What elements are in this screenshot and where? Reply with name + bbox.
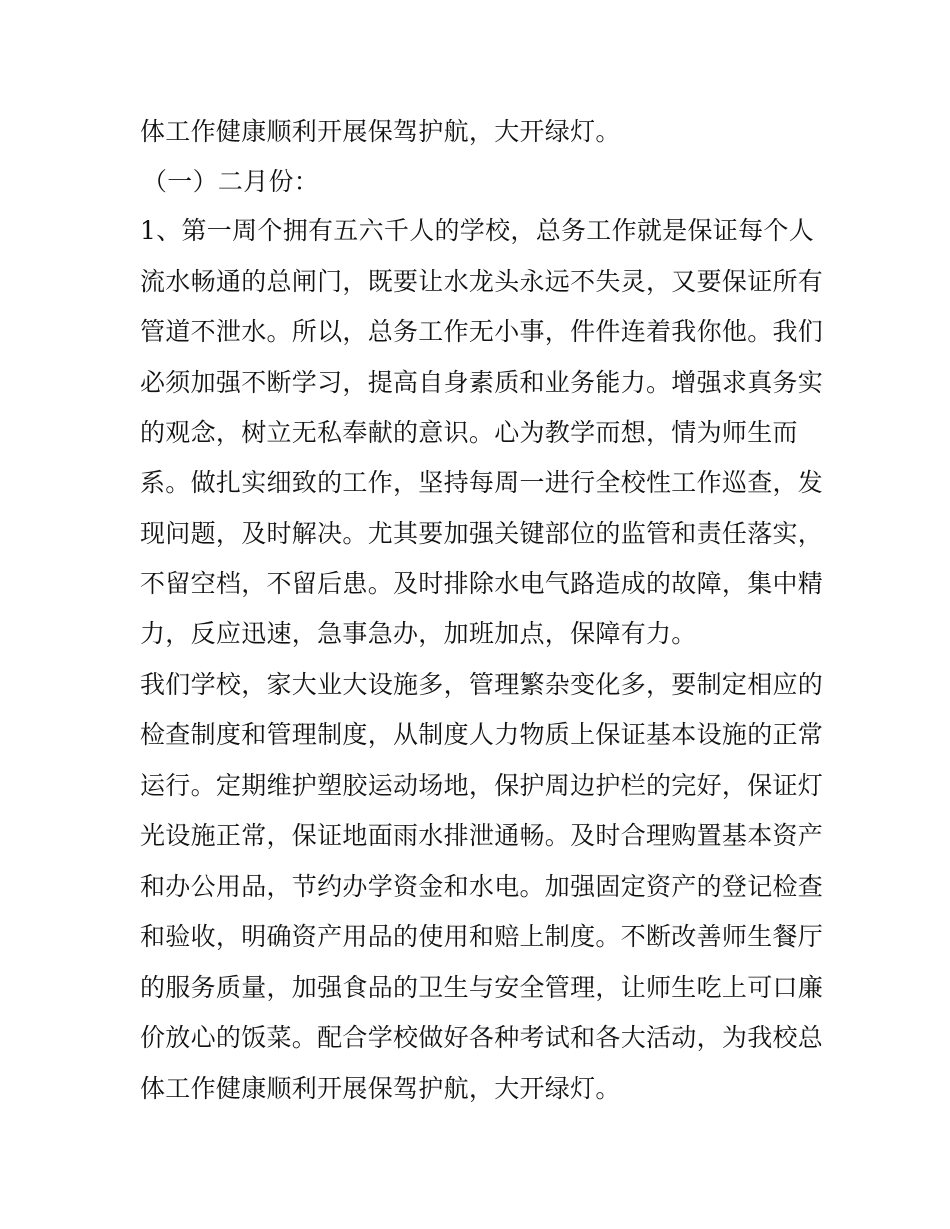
text-line: 检查制度和管理制度，从制度人力物质上保证基本设施的正常 [140,720,824,749]
text-line: 运行。定期维护塑胶运动场地，保护周边护栏的完好，保证灯 [140,771,824,800]
text-line: 1、第一周个拥有五六千人的学校，总务工作就是保证每个人 [140,216,815,245]
text-line: 和验收，明确资产用品的使用和赔上制度。不断改善师生餐厅 [140,922,824,951]
text-line: 价放心的饭菜。配合学校做好各种考试和各大活动，为我校总 [140,1023,824,1052]
text-line: 系。做扎实细致的工作，坚持每周一进行全校性工作巡查，发 [140,468,824,497]
text-line: 我们学校，家大业大设施多，管理繁杂变化多，要制定相应的 [140,670,824,699]
text-line: 力，反应迅速，急事急办，加班加点，保障有力。 [140,619,697,648]
text-line: 光设施正常，保证地面雨水排泄通畅。及时合理购置基本资产 [140,821,824,850]
text-line: 体工作健康顺利开展保驾护航，大开绿灯。 [140,117,621,146]
text-line: 和办公用品，节约办学资金和水电。加强固定资产的登记检查 [140,872,824,901]
text-line: 必须加强不断学习，提高自身素质和业务能力。增强求真务实 [140,368,824,397]
text-line: 流水畅通的总闸门，既要让水龙头永远不失灵，又要保证所有 [140,267,824,296]
text-line: 不留空档，不留后患。及时排除水电气路造成的故障，集中精 [140,569,824,598]
text-line: 现问题，及时解决。尤其要加强关键部位的监管和责任落实， [140,519,824,548]
text-line: 的服务质量，加强食品的卫生与安全管理，让师生吃上可口廉 [140,973,824,1002]
section-heading: （一）二月份： [142,167,320,196]
text-line: 体工作健康顺利开展保驾护航，大开绿灯。 [140,1074,621,1103]
text-line: 管道不泄水。所以，总务工作无小事，件件连着我你他。我们 [140,317,824,346]
text-line: 的观念，树立无私奉献的意识。心为教学而想，情为师生而 [140,418,798,447]
